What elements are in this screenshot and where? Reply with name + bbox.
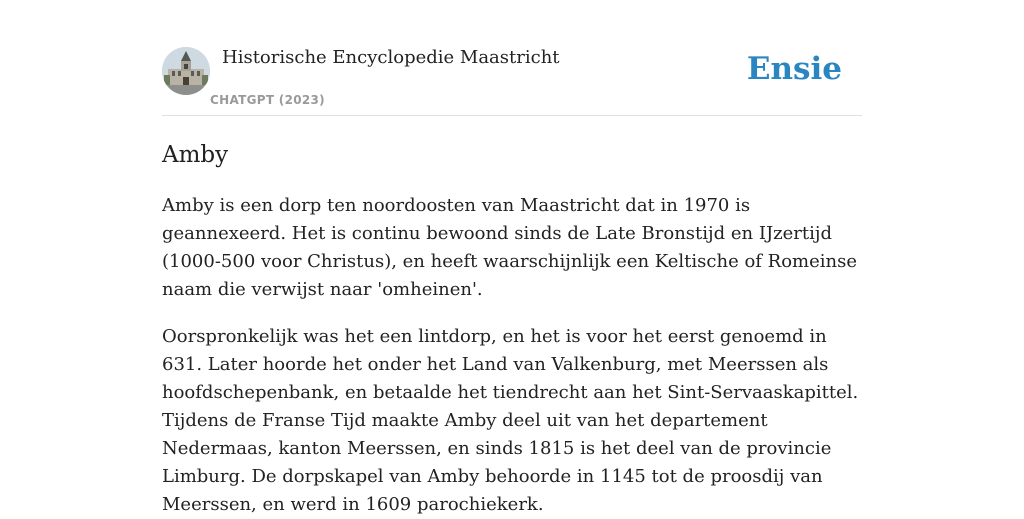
article-paragraph-1: Amby is een dorp ten noordoosten van Maastricht dat in 1970 is geannexeerd. Het is continu bewoond sinds de Late Bronstijd en IJzertijd (1000-500 voor Christus), en heeft waarschijnlijk een Keltische of Romeinse naam die verwijst naar 'omheinen'. [162, 195, 858, 300]
brand-logo[interactable]: Ensie [746, 51, 842, 87]
article-title: Amby [162, 142, 229, 168]
author-label: CHATGPT (2023) [210, 93, 325, 107]
article-paragraph-2: Oorspronkelijk was het een lintdorp, en het is voor het eerst genoemd in 631. Later hoorde het onder het Land van Valkenburg, met Meerssen als hoofdschepenbank, en betaalde het tiendrecht aan het Sint-Servaaskapittel. Tijdens de Franse Tijd maakte Amby deel uit van het departement Nedermaas, kanton Meerssen, en sinds 1815 is het deel van de provincie Limburg. De dorpskapel van Amby behoorde in 1145 tot de proosdij van Meerssen, en werd in 1609 parochiekerk. [162, 326, 859, 515]
page-container [162, 0, 862, 519]
town-hall-icon[interactable] [162, 47, 210, 95]
page-header [162, 0, 862, 116]
site-name[interactable]: Historische Encyclopedie Maastricht [222, 47, 560, 68]
